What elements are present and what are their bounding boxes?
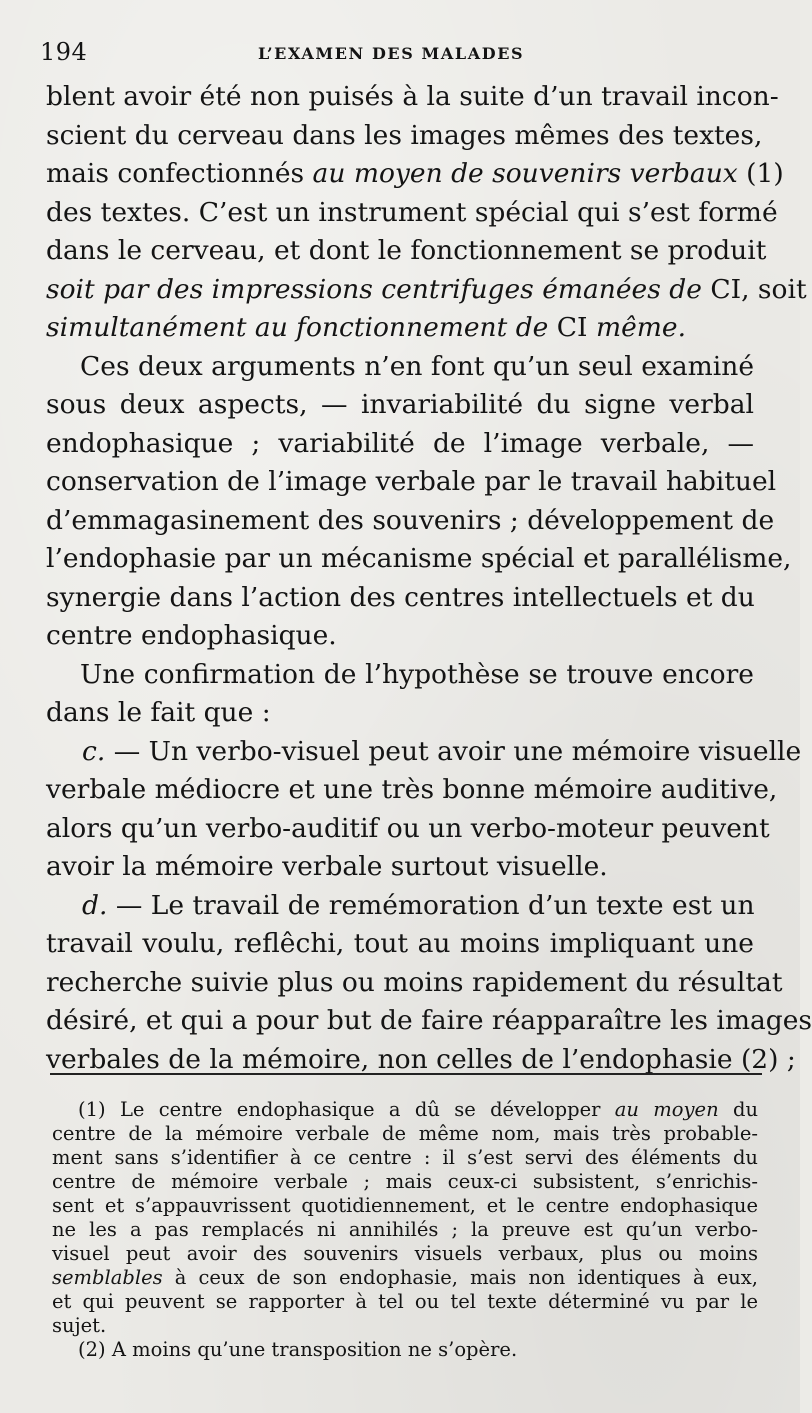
footnote-line [52,1098,758,1122]
text-line: recherche suivie plus ou moins rapidement du résultat [46,966,783,998]
footnote-line: ne les a pas remplacés ni annihilés ; la preuve est qu’un verbo- [52,1218,758,1241]
text-line [46,271,807,310]
text-run: CI [548,312,596,343]
text-run: du [718,1098,758,1121]
running-head: L’EXAMEN DES MALADES [258,44,525,63]
body-text [46,78,812,1079]
text-line: scient du cerveau dans les images mêmes des textes, [46,119,763,151]
text-line: blent avoir été non puisés à la suite d’un travail incon- [46,81,779,112]
footnote-rule [50,1073,762,1075]
text-line: d’emmagasinement des souvenirs ; développement de [46,504,775,536]
text-run: (1) Le centre endophasique a dû se développer [78,1098,615,1121]
text-line: désiré, et qui a pour but de faire réapparaître les images [46,1005,812,1036]
text-line [46,155,784,194]
text-line [46,733,802,772]
text-run: (1) [737,158,784,189]
text-line: endophasique ; variabilité de l’image verbale, — [46,427,754,459]
text-line: sous deux aspects, — invariabilité du signe verbal [46,389,754,420]
text-line: avoir la mémoire verbale surtout visuelle. [46,851,608,882]
footnote-line: visuel peut avoir des souvenirs visuels verbaux, plus ou moins [52,1242,758,1265]
text-line: dans le cerveau, et dont le fonctionnement se produit [46,235,767,266]
italic-phrase: d. [82,889,108,921]
text-line: centre endophasique. [46,620,337,651]
italic-phrase: semblables [52,1266,163,1289]
italic-phrase: simultanément au fonctionnement de [46,312,549,343]
italic-phrase: c. [82,735,106,767]
footnote-line: sent et s’appauvrissent quotidiennement, et le centre endophasique [52,1194,758,1217]
page-header [40,30,760,70]
text-line: alors qu’un verbo-auditif ou un verbo-moteur peuvent [46,812,770,844]
text-run: CI, soit [701,273,807,305]
text-line: dans le fait que : [46,697,271,728]
text-line: conservation de l’image verbale par le travail habituel [46,466,777,497]
text-run: — Le travail de remémoration d’un texte est un [107,889,755,921]
page-number: 194 [40,38,88,66]
italic-phrase: au moyen de souvenirs verbaux [312,158,738,189]
text-run: mais confectionnés [46,158,313,189]
italic-phrase: au moyen [614,1098,719,1121]
text-line: Ces deux arguments n’en font qu’un seul examiné [80,350,754,382]
text-line: l’endophasie par un mécanisme spécial et parallélisme, [46,543,792,574]
text-line: verbale médiocre et une très bonne mémoire auditive, [46,774,778,805]
footnote-line: et qui peuvent se rapporter à tel ou tel texte déterminé vu par le [52,1290,758,1313]
italic-phrase: soit par des impressions centrifuges émanées de [46,273,702,305]
italic-phrase: même. [595,312,686,343]
text-line: Une confirmation de l’hypothèse se trouve encore [80,658,754,690]
text-line: des textes. C’est un instrument spécial qui s’est formé [46,196,778,228]
footnotes [52,1098,758,1362]
footnote-line [52,1266,758,1290]
text-line: synergie dans l’action des centres intellectuels et du [46,581,755,613]
text-run: — Un verbo-visuel peut avoir une mémoire visuelle [105,735,802,767]
text-line [46,309,754,348]
text-line: verbales de la mémoire, non celles de l’endophasie (2) ; [46,1043,796,1075]
footnote-line: (2) A moins qu’une transposition ne s’opère. [78,1338,518,1361]
text-line: travail voulu, reflêchi, tout au moins impliquant une [46,928,754,959]
text-run: à ceux de son endophasie, mais non identiques à eux, [162,1266,758,1289]
footnote-line: centre de mémoire verbale ; mais ceux-ci subsistent, s’enrichis- [52,1170,758,1193]
footnote-line: centre de la mémoire verbale de même nom, mais très probable- [52,1122,758,1145]
footnote-line: ment sans s’identifier à ce centre : il s’est servi des éléments du [52,1146,758,1169]
footnote-line: sujet. [52,1314,107,1337]
text-line [46,887,754,926]
